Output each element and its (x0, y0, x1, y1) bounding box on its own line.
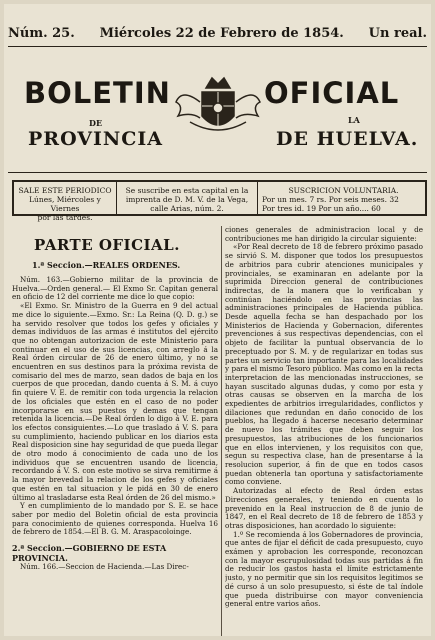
issue-number: Núm. 25. (8, 26, 75, 41)
periodicity-line: SALE ESTE PERIODICO (18, 186, 112, 195)
article-paragraph: Y en cumplimiento de lo mandado por S. E. se hace saber por medio del Boletin oficial de esta provincia para conocimiento de quienes corresponda. Huelva 16 de febrero de 1854.—El B. G. M. Araspacoloinge. (12, 501, 218, 537)
issue-price: Un real. (368, 26, 427, 41)
subscription-place (117, 182, 258, 214)
subscription-title: SUSCRICION VOLUNTARIA. (288, 186, 399, 195)
article-paragraph: ciones generales de administracion local y de contribuciones me han dirigido la circular siguiente: (225, 226, 423, 243)
section-heading-gobierno: 2.ª Seccion.—GOBIERNO DE ESTA PROVINCIA. (12, 543, 167, 564)
subscription-prices (258, 182, 425, 214)
masthead-rule (8, 172, 427, 173)
masthead-boletin: BOLETIN (24, 76, 171, 110)
masthead-la: LA (348, 115, 360, 125)
periodicity-info (14, 182, 117, 222)
left-column (12, 224, 218, 636)
issue-date: Miércoles 22 de Febrero de 1854. (99, 26, 344, 41)
newspaper-page (4, 4, 431, 636)
price-line: Por tres id. 19 Por un año.... 60 (262, 204, 381, 213)
masthead-de-huelva: DE HUELVA. (276, 128, 419, 150)
article-paragraph: 1.º Se recomienda á los Gobernadores de provincia, que antes de fijar el déficit de cada presupuesto, cuyo exámen y aprobacion les corresponde, reconozcan con la mayor escrupulosidad todas sus partidas á fin de reducir los gastos hasta el límite estrictamente justo, y no permitir que sin los requisitos legitimos se dé curso á un solo presupuesto, si éste de tal índole que pueda distribuirse con mayor conveniencia general entre varios años. (225, 529, 423, 609)
issue-header (4, 26, 431, 41)
article-paragraph: «Por Real decreto de 18 de febrero próximo pasado se sirvió S. M. disponer que todos los presupuestos de arbitrios para cubrir atenciones municipales y provinciales, se examinaran en adelante por la suprimida Direccion general de contribuciones indirectas, de la manera que lo verificaban y continúan haciéndolo en las provincias las administraciones principales de Hacienda pública. Desde aquella fecha se han despachado por los Ministerios de Hacienda y Gobernacion, diferentes prevenciones á sus respectivas dependencias, con el objeto de facilitar la puntual observancia de lo preceptuado por S. M. y de regularizar en todas sus partes un servicio tan importante para las localidades y para el mismo Tesoro público. Mas como en la recta interpretacion de las mencionadas instrucciones, se hayan suscitado algunas dudas, y como por esta y otras causas se observen en la marcha de los expedientes de arbitrios irregularidades, conflictos y dilaciones que redundan en daño conocido de los pueblos, ha llegado á hacerse necesario determinar de nuevo los trámites que deben seguir los presupuestos, las atribuciones de los funcionarios que en ellos intervienen, y los requisitos con que, segun su respectiva clase, han de presentarse á la resolucion superior, á fin de que en todos casos puedan obtenerla tan oportuna y satisfactoriamente como conviene. (225, 242, 423, 487)
column-divider (221, 226, 222, 636)
place-line: calle Arias, núm. 2. (150, 204, 224, 213)
article-paragraph: Autorizadas al efecto de Real órden estas Direcciones generales, y teniendo en cuenta lo prevenido en la Real instruccion de 8 de junio de 1847, en el Real decreto de 18 de febrero de 1853 y otras disposiciones, han acordado lo siguiente: (225, 486, 423, 530)
periodicity-line: por las tardes. (37, 213, 93, 222)
parte-oficial-heading: PARTE OFICIAL. (34, 236, 180, 254)
article-paragraph: Núm. 166.—Seccion de Hacienda.—Las Direc- (20, 562, 189, 572)
place-line: imprenta de D. M. V. de la Vega, (125, 195, 249, 204)
masthead-de: DE (89, 118, 103, 128)
right-column (225, 226, 423, 636)
subscription-box (12, 180, 427, 222)
price-line: Por un mes. 7 rs. Por seis meses. 32 (262, 195, 399, 204)
article-paragraph: «El Exmo. Sr. Ministro de la Guerra en 9 del actual me dice lo siguiente.—Exmo. Sr.: La Reina (Q. D. g.) se ha servido resolver que todos los gefes y oficiales y demas individuos de las armas é institutos del ejército que no obtengan autorizacion de este Ministerio para continuar en el uso de sus licencias, con arreglo á la Real órden circular de 26 de enero último, y no se encuentren en sus destinos para la próxima revista de comisario del mes de marzo, sean dados de baja en los cuerpos de que procedan, dando cuenta á S. M. á cuyo fin quiere V. E. de remitir con toda urgencia la relacion de los oficiales que estén en el caso de no poder incorporarse en sus puestos y demas que tengan retenida la licencia.—De Real órden lo digo á V. E. para los efectos consiguientes.—Lo que traslado á V. S. para su cumplimiento, haciendo publicar en los diarios esta Real disposicion sine hay seguridad de que pueda llegar de otro modo á conocimiento de cada uno de los individuos que se encuentren usando de licencia, recordando á V. S. con este motivo se sirva remitirme á la mayor brevedad la relacion de los gefes y oficiales que estén en tal situacion y le pidá en 30 de enero último al trasladarse esta Real órden de 26 del mismo.» (12, 301, 218, 502)
periodicity-line: Lúnes, Miércoles y Viernes (29, 195, 101, 213)
article-paragraph: Núm. 163.—Gobierno militar de la provincia de Huelva.—Orden general.— El Exmo Sr. Capitan general en oficio de 12 del corriente me dice lo que copio: (12, 275, 218, 302)
masthead-provincia: PROVINCIA (28, 128, 164, 150)
header-rule (8, 46, 427, 47)
royal-crest-emblem (172, 72, 264, 138)
section-heading-reales-ordenes: 1.ª Seccion.—REALES ORDENES. (32, 260, 181, 270)
masthead-oficial: OFICIAL (264, 76, 400, 110)
place-line: Se suscribe en esta capital en la (125, 186, 249, 195)
